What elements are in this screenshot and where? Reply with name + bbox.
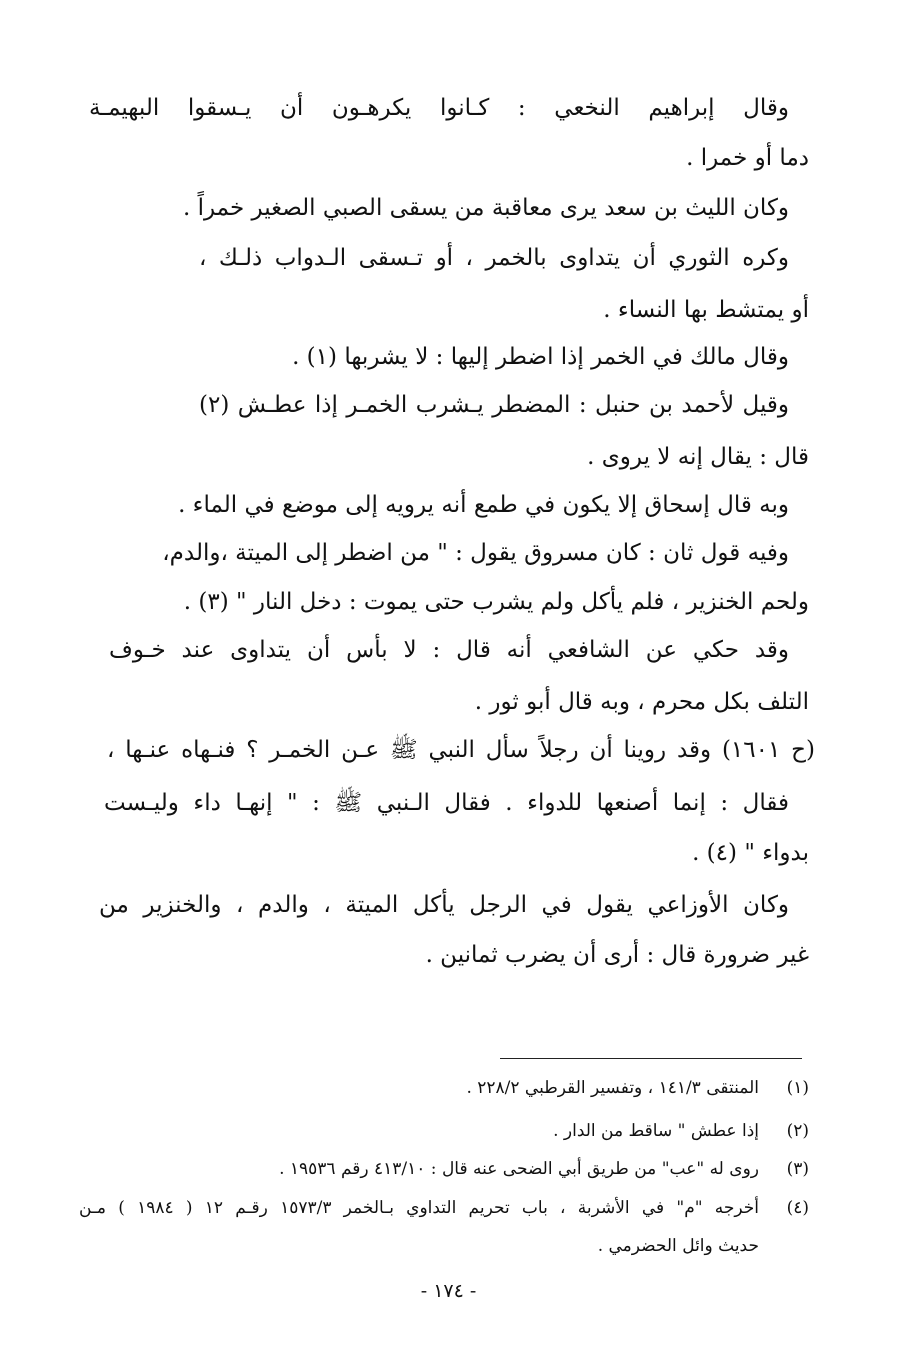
- text-line: قال : يقال إنه لا يروى .: [587, 444, 809, 470]
- hadith-line: (ح ١٦٠١) وقد روينا أن رجلاً سأل النبي ﷺ عـن الخمـر ؟ فنـهاه عنـها ،: [107, 737, 815, 763]
- footnote-text: حديث وائل الحضرمي .: [597, 1236, 759, 1256]
- footnote-number: (٢): [786, 1121, 809, 1141]
- footnote-3: [0, 1154, 897, 1184]
- footnote-4-continued: [0, 1231, 897, 1261]
- footnote-number: (٤): [786, 1198, 809, 1218]
- text-line: بدواء " (٤) .: [692, 840, 809, 866]
- text-line: وقيل لأحمد بن حنبل : المضطر يـشرب الخمـر إذا عطـش (٢): [199, 392, 789, 418]
- text-line: وكره الثوري أن يتداوى بالخمر ، أو تـسقى الـدواب ذلـك ،: [199, 245, 789, 271]
- footnote-text: إذا عطش " ساقط من الدار .: [553, 1121, 759, 1141]
- text-line: وبه قال إسحاق إلا يكون في طمع أنه يرويه إلى موضع في الماء .: [178, 492, 789, 518]
- text-line: وقال مالك في الخمر إذا اضطر إليها : لا يشربها (١) .: [292, 344, 789, 370]
- page-number: - ١٧٤ -: [420, 1280, 477, 1302]
- text-line: وقال إبراهيم النخعي : كـانوا يكرهـون أن يـسقوا البهيمـة: [89, 95, 789, 121]
- text-line: فقال : إنما أصنعها للدواء . فقال الـنبي ﷺ : " إنهـا داء وليـست: [104, 790, 789, 816]
- footnote-text: روى له "عب" من طريق أبي الضحى عنه قال : ٤١٣/١٠ رقم ١٩٥٣٦ .: [279, 1159, 759, 1179]
- footnote-text: أخرجه "م" في الأشربة ، باب تحريم التداوي بـالخمر ١٥٧٣/٣ رقـم ١٢ ( ١٩٨٤ ) مـن: [79, 1198, 759, 1218]
- text-line: غير ضرورة قال : أرى أن يضرب ثمانين .: [425, 942, 809, 968]
- footnote-1: [0, 1073, 897, 1103]
- text-line: وكان الأوزاعي يقول في الرجل يأكل الميتة ، والدم ، والخنزير من: [99, 892, 789, 918]
- footnote-4: [0, 1193, 897, 1223]
- footnote-2: [0, 1116, 897, 1146]
- footnote-number: (٣): [786, 1159, 809, 1179]
- footnote-divider: [500, 1058, 802, 1059]
- footnote-text: المنتقى ١٤١/٣ ، وتفسير القرطبي ٢٢٨/٢ .: [466, 1078, 759, 1098]
- text-line: ولحم الخنزير ، فلم يأكل ولم يشرب حتى يموت : دخل النار " (٣) .: [183, 589, 809, 615]
- footnote-number: (١): [786, 1078, 809, 1098]
- text-line: وقد حكي عن الشافعي أنه قال : لا بأس أن يتداوى عند خـوف: [109, 637, 789, 663]
- text-line: أو يمتشط بها النساء .: [603, 297, 809, 323]
- text-line: دما أو خمرا .: [686, 145, 809, 171]
- text-line: وكان الليث بن سعد يرى معاقبة من يسقى الصبي الصغير خمراً .: [182, 195, 789, 221]
- text-line: التلف بكل محرم ، وبه قال أبو ثور .: [474, 689, 809, 715]
- text-line: وفيه قول ثان : كان مسروق يقول : " من اضطر إلى الميتة ،والدم،: [162, 540, 789, 566]
